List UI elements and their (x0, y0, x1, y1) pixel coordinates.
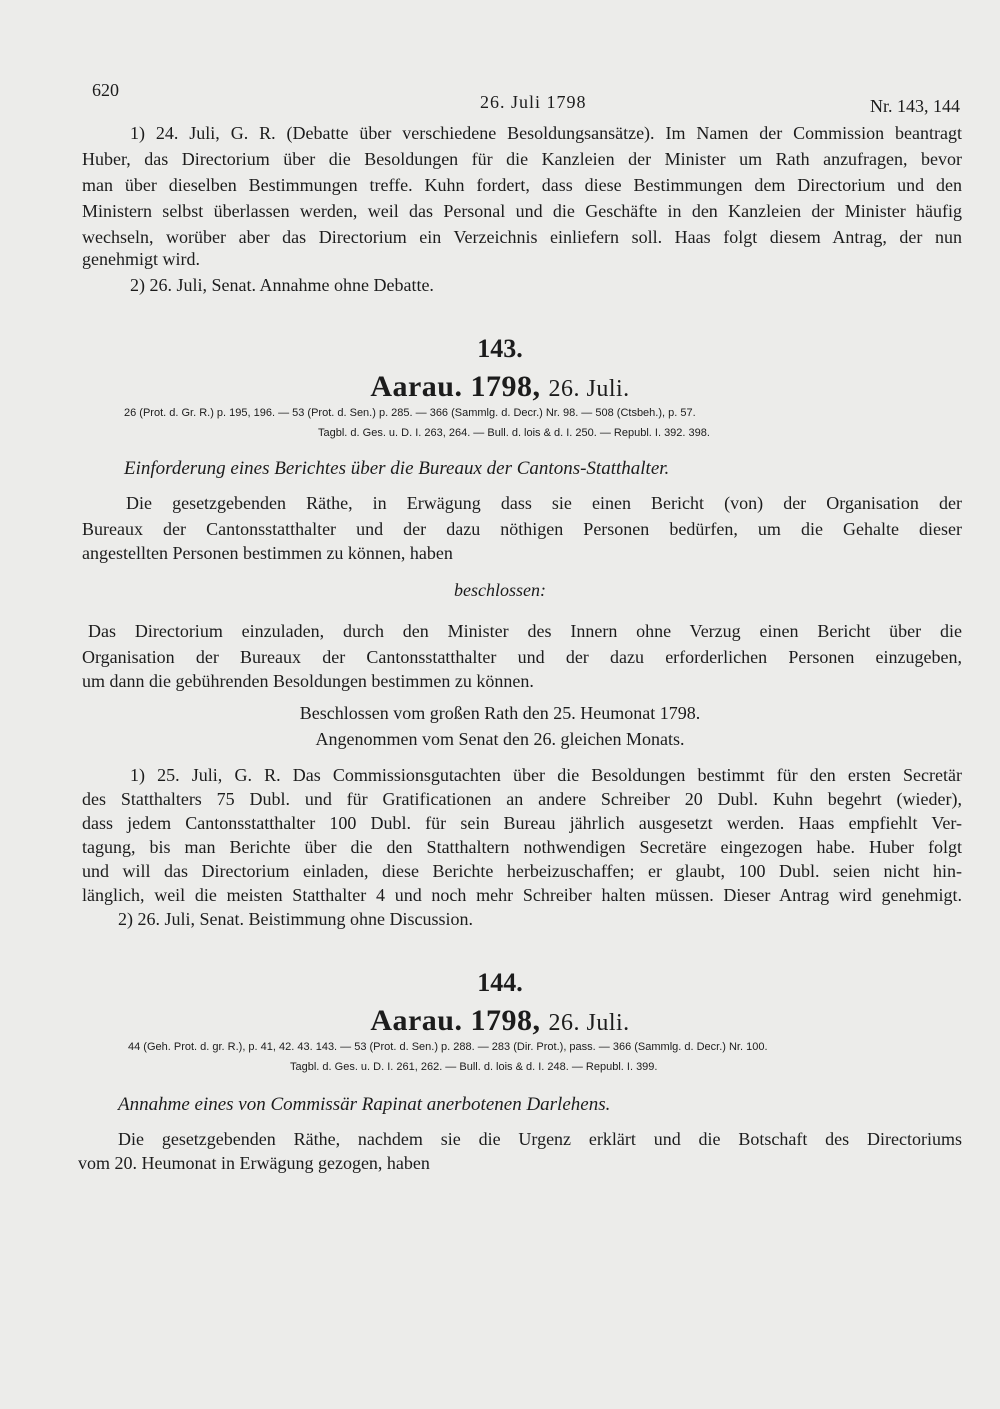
resolution-line: Das Directorium einzuladen, durch den Minister des Innern ohne Verzug einen Bericht über die (88, 621, 962, 641)
resolution-line: um dann die gebührenden Besoldungen bestimmen zu können. (82, 671, 534, 691)
preamble-line: angestellten Personen bestimmen zu können, haben (82, 543, 453, 563)
running-header-date: 26. Juli 1798 (480, 92, 587, 112)
resolution-line: Organisation der Bureaux der Cantonsstatthalter und der dazu erforderlichen Personen einzugeben, (82, 647, 962, 667)
source-line: 44 (Geh. Prot. d. gr. R.), p. 41, 42. 43. 143. — 53 (Prot. d. Sen.) p. 288. — 283 (Dir. Prot.), pass. — 366 (Sammlg. d. Decr.) Nr. 100. (128, 1041, 768, 1053)
note-line: 1) 25. Juli, G. R. Das Commissionsgutachten über die Besoldungen bestimmt für den ersten Secretär (130, 765, 962, 785)
preamble-line: Die gesetzgebenden Räthe, nachdem sie die Urgenz erklärt und die Botschaft des Directoriums (118, 1129, 962, 1149)
document-place: Aarau. 1798, (370, 370, 541, 403)
document-topic: Annahme eines von Commissär Rapinat anerbotenen Darlehens. (118, 1094, 611, 1115)
document-topic: Einforderung eines Berichtes über die Bureaux der Cantons-Statthalter. (124, 458, 670, 479)
note-line: tagung, bis man Berichte über die den Statthaltern nothwendigen Secretäre eingezogen habe. Huber folgt (82, 837, 962, 857)
document-number-144: 144. (477, 968, 523, 997)
document-heading-144 (0, 1004, 1000, 1038)
intro-line: genehmigt wird. (82, 249, 200, 269)
preamble-line: Bureaux der Cantonsstatthalter und der dazu nöthigen Personen bedürfen, um die Gehalte dieser (82, 519, 962, 539)
closing-line: Angenommen vom Senat den 26. gleichen Monats. (315, 729, 685, 749)
document-number-143: 143. (477, 334, 523, 363)
document-day: 26. Juli. (548, 1010, 630, 1036)
intro-senate-note: 2) 26. Juli, Senat. Annahme ohne Debatte. (130, 275, 434, 295)
preamble-line: Die gesetzgebenden Räthe, in Erwägung dass sie einen Bericht (von) der Organisation der (126, 493, 962, 513)
page-number: 620 (92, 80, 119, 100)
senate-note: 2) 26. Juli, Senat. Beistimmung ohne Discussion. (118, 909, 473, 929)
note-line: und will das Directorium einladen, diese Berichte herbeizuschaffen; er glaubt, 100 Dubl. seien nicht hin- (82, 861, 962, 881)
note-line: länglich, weil die meisten Statthalter 4 und noch mehr Schreiber halten müssen. Dieser Antrag wird genehmigt. (82, 885, 962, 905)
preamble-line: vom 20. Heumonat in Erwägung gezogen, haben (78, 1153, 430, 1173)
closing-line: Beschlossen vom großen Rath den 25. Heumonat 1798. (299, 703, 701, 723)
intro-line: wechseln, worüber aber das Directorium ein Verzeichnis einliefern soll. Haas folgt diesem Antrag, der nun (82, 227, 962, 247)
note-line: dass jedem Cantonsstatthalter 100 Dubl. für sein Bureau jährlich ausgesetzt werden. Haas empfiehlt Ver- (82, 813, 962, 833)
source-line: Tagbl. d. Ges. u. D. I. 261, 262. — Bull. d. lois & d. I. 248. — Republ. I. 399. (290, 1061, 658, 1073)
document-day: 26. Juli. (548, 376, 630, 402)
intro-line: Ministern selbst überlassen werden, weil das Personal und die Geschäfte in den Kanzleien der Minister häufig (82, 201, 962, 221)
intro-line: man über dieselben Bestimmungen treffe. Kuhn fordert, dass diese Bestimmungen dem Directorium und den (82, 175, 962, 195)
intro-line: Huber, das Directorium über die Besoldungen für die Kanzleien der Minister um Rath anzufragen, bevor (82, 149, 962, 169)
running-header-numbers: Nr. 143, 144 (870, 96, 960, 116)
resolved-label: beschlossen: (454, 580, 546, 600)
document-place: Aarau. 1798, (370, 1004, 541, 1037)
source-line: 26 (Prot. d. Gr. R.) p. 195, 196. — 53 (Prot. d. Sen.) p. 285. — 366 (Sammlg. d. Decr.) Nr. 98. — 508 (Ctsbeh.), p. 57. (124, 407, 696, 419)
source-line: Tagbl. d. Ges. u. D. I. 263, 264. — Bull. d. lois & d. I. 250. — Republ. I. 392. 398. (318, 427, 710, 439)
note-line: des Statthalters 75 Dubl. und für Gratificationen an andere Schreiber 20 Dubl. Kuhn begehrt (wieder), (82, 789, 962, 809)
intro-line: 1) 24. Juli, G. R. (Debatte über verschiedene Besoldungsansätze). Im Namen der Commission beantragt (130, 123, 962, 143)
document-heading-143 (0, 370, 1000, 404)
